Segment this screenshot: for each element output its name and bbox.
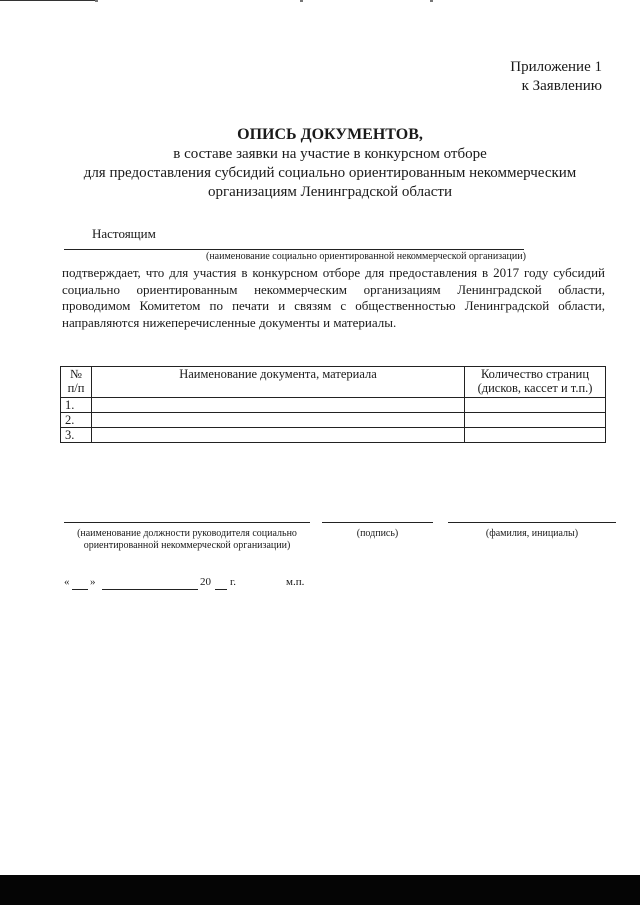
title-line-2: в составе заявки на участие в конкурсном отборе: [173, 146, 487, 162]
title-main: ОПИСЬ ДОКУМЕНТОВ,: [237, 126, 423, 143]
header-document-name: Наименование документа, материала: [92, 367, 465, 398]
header-count-line-2: (дисков, кассет и т.п.): [477, 381, 593, 395]
scan-mark: [300, 0, 303, 2]
table-row: [61, 428, 606, 443]
full-name-caption: (фамилия, инициалы): [485, 528, 579, 539]
full-name-line[interactable]: [448, 522, 616, 523]
row-page-count[interactable]: [465, 413, 606, 428]
row-document-name[interactable]: [92, 413, 465, 428]
row-number: 2.: [61, 413, 92, 428]
scan-mark: [95, 0, 98, 2]
org-name-caption: (наименование социально ориентированной некоммерческой организации): [206, 251, 526, 262]
annex-line-1: Приложение 1: [510, 59, 602, 75]
header-number-line-1: №: [70, 367, 82, 381]
intro-lead: Настоящим: [92, 226, 156, 241]
document-title: [40, 125, 620, 202]
date-year-suffix: г.: [230, 576, 237, 588]
scan-mark: [430, 0, 433, 2]
signature-line[interactable]: [322, 522, 433, 523]
annex-line-2: к Заявлению: [521, 78, 602, 94]
intro-paragraph: подтверждает, что для участия в конкурсном отборе для предоставления в 2017 году субсидий социально ориентированным некоммерческим организациям Ленинградской области, проводимом Комитетом по печати и связям с общественностью Ленинградской области, направляются нижеперечисленные документы и материалы.: [62, 265, 605, 330]
org-name-line[interactable]: [64, 249, 524, 250]
scan-bottom-border: [0, 875, 640, 905]
documents-table: [60, 366, 606, 443]
row-page-count[interactable]: [465, 428, 606, 443]
header-page-count: [465, 367, 606, 398]
signature-caption: (подпись): [356, 528, 399, 539]
header-count-line-1: Количество страниц: [480, 367, 590, 381]
position-caption-line-1: (наименование должности руководителя социально: [77, 528, 297, 539]
date-month-line[interactable]: [102, 589, 198, 590]
date-open-quote: «: [64, 576, 70, 588]
date-close-quote: »: [90, 576, 96, 588]
header-number: [61, 367, 92, 398]
position-caption-line-2: ориентированной некоммерческой организации): [83, 540, 291, 551]
seal-label: м.п.: [286, 576, 305, 588]
row-number: 1.: [61, 398, 92, 413]
row-document-name[interactable]: [92, 428, 465, 443]
title-line-4: организациям Ленинградской области: [208, 184, 452, 200]
table-row: [61, 413, 606, 428]
date-day-line[interactable]: [72, 589, 88, 590]
annex-label: [510, 58, 602, 96]
table-row: [61, 398, 606, 413]
position-caption: [64, 528, 310, 552]
row-page-count[interactable]: [465, 398, 606, 413]
title-line-3: для предоставления субсидий социально ориентированным некоммерческим: [83, 165, 577, 181]
row-document-name[interactable]: [92, 398, 465, 413]
row-number: 3.: [61, 428, 92, 443]
date-year-line[interactable]: [215, 589, 227, 590]
top-edge-line: [0, 0, 95, 1]
position-line[interactable]: [64, 522, 310, 523]
date-year-prefix: 20: [200, 576, 211, 588]
header-number-line-2: п/п: [67, 381, 85, 395]
table-header-row: [61, 367, 606, 398]
